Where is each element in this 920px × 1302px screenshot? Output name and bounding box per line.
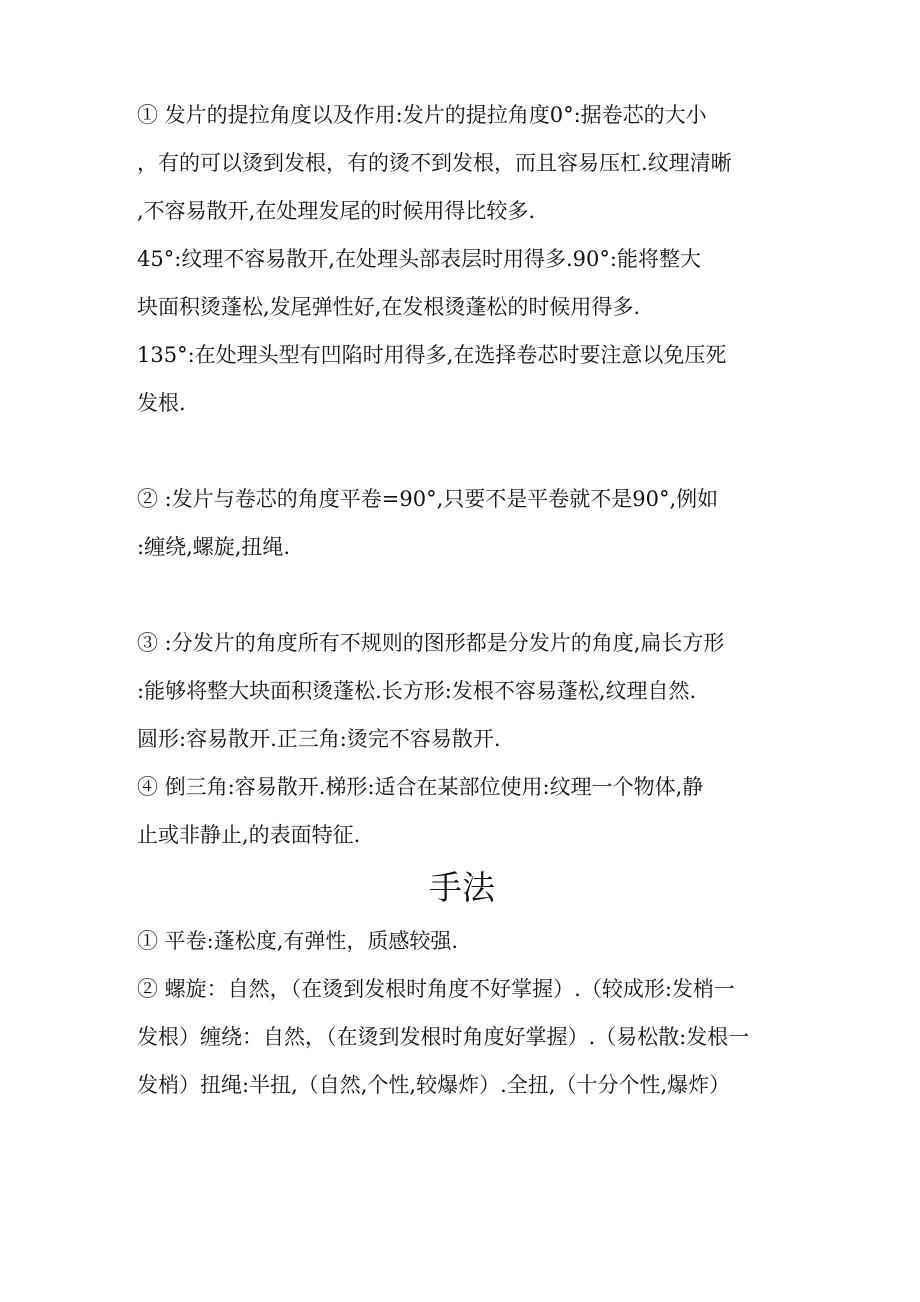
text-line: ,不容易散开,在处理发尾的时候用得比较多. xyxy=(137,199,536,223)
document-body xyxy=(137,91,787,1109)
text-line: 止或非静止,的表面特征. xyxy=(137,823,361,847)
text-line: ② 螺旋：自然，（在烫到发根时角度不好掌握）.（较成形:发梢一 xyxy=(137,977,735,1001)
text-line: 135°:在处理头型有凹陷时用得多,在选择卷芯时要注意以免压死 xyxy=(137,343,727,367)
text-line: ③ :分发片的角度所有不规则的图形都是分发片的角度,扁长方形 xyxy=(137,631,725,655)
paragraph-lift-angle xyxy=(137,91,787,427)
paragraph-spacer xyxy=(137,571,787,619)
section-heading: 手法 xyxy=(429,868,495,907)
text-line: 块面积烫蓬松,发尾弹性好,在发根烫蓬松的时候用得多. xyxy=(137,295,641,319)
text-line: :缠绕,螺旋,扭绳. xyxy=(137,535,291,559)
text-line: :能够将整大块面积烫蓬松.长方形:发根不容易蓬松,纹理自然. xyxy=(137,679,697,703)
text-line: 发根. xyxy=(137,391,186,415)
text-line: ① 发片的提拉角度以及作用:发片的提拉角度0°:据卷芯的大小 xyxy=(137,103,707,127)
paragraph-curler-angle xyxy=(137,475,787,571)
text-line: ④ 倒三角:容易散开.梯形:适合在某部位使用:纹理一个物体,静 xyxy=(137,775,704,799)
text-line: ② :发片与卷芯的角度平卷=90°,只要不是平卷就不是90°,例如 xyxy=(137,487,719,511)
text-line: ① 平卷:蓬松度,有弹性，质感较强. xyxy=(137,929,459,953)
paragraph-section-shapes xyxy=(137,619,787,859)
text-line: 圆形:容易散开.正三角:烫完不容易散开. xyxy=(137,727,501,751)
paragraph-spacer xyxy=(137,427,787,475)
text-line: 发根）缠绕：自然，（在烫到发根时角度好掌握）.（易松散:发根一 xyxy=(137,1025,750,1049)
text-line: 45°:纹理不容易散开,在处理头部表层时用得多.90°:能将整大 xyxy=(137,247,701,271)
paragraph-techniques xyxy=(137,917,787,1109)
text-line: ，有的可以烫到发根，有的烫不到发根，而且容易压杠.纹理清晰 xyxy=(137,151,732,175)
text-line: 发梢）扭绳:半扭,（自然,个性,较爆炸）.全扭,（十分个性,爆炸） xyxy=(137,1073,731,1097)
